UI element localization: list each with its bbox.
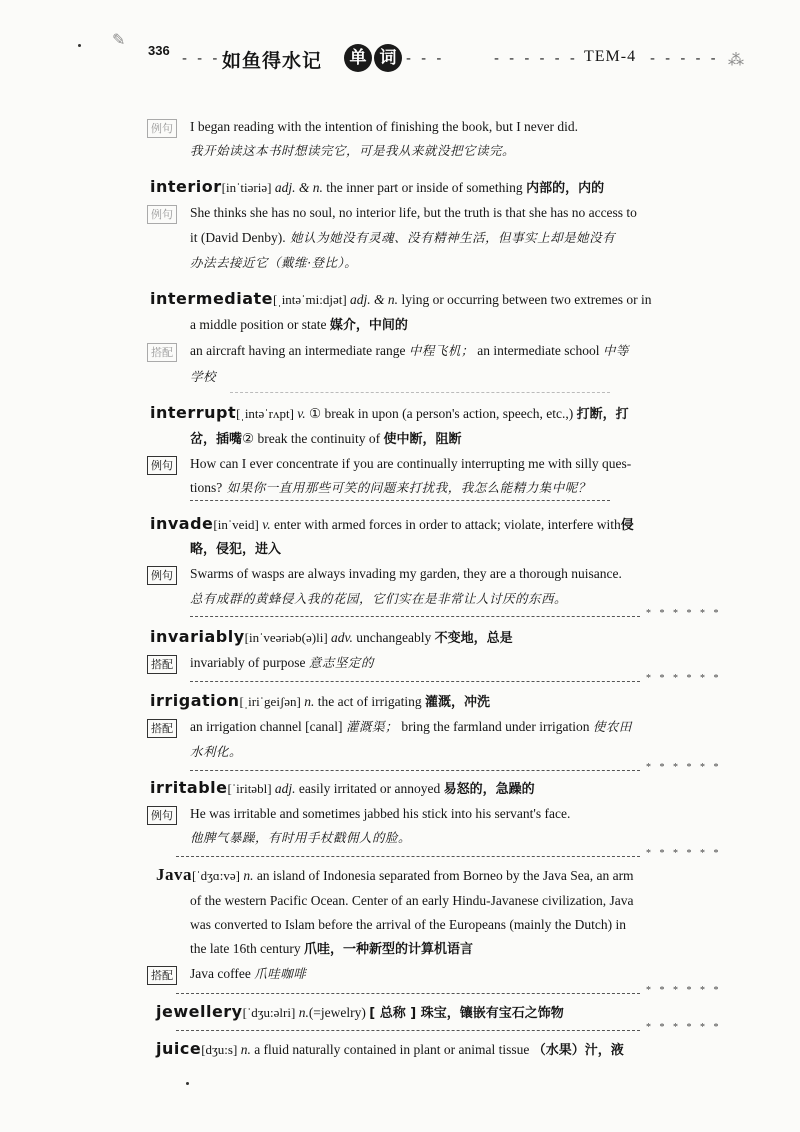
example-translation: 她认为她没有灵魂、没有精神生活，但事实上却是她没有 xyxy=(285,230,616,245)
collocation-tag: 搭配 xyxy=(147,966,177,985)
separator-stars: * * * * * * xyxy=(646,673,722,684)
pronunciation: [ˌiriˈgeiʃən] xyxy=(239,694,301,709)
example-translation: 如果你一直用那些可笑的问题来打扰我，我怎么能精力集中呢？ xyxy=(222,480,591,495)
entry-interrupt xyxy=(150,404,629,424)
scan-smudge-icon: ✎ xyxy=(112,32,126,49)
scan-smudge-icon-2: ⁂ xyxy=(728,52,744,69)
headword: irritable xyxy=(150,778,228,797)
scan-speck xyxy=(186,1082,189,1085)
exam-label: TEM-4 xyxy=(584,48,637,65)
example-translation-cont: 办法去接近它（戴维·登比）。 xyxy=(190,255,358,270)
definition-zh: 不变地，总是 xyxy=(434,631,513,646)
headword: intermediate xyxy=(150,289,274,308)
example-translation: 他脾气暴躁，有时用手杖戳佣人的脸。 xyxy=(190,830,412,845)
separator-stars: * * * * * * xyxy=(646,848,722,859)
collocation-tag: 搭配 xyxy=(147,655,177,674)
example-sentence: She thinks she has no soul, no interior life, but the truth is that she has no access to xyxy=(190,205,637,220)
entry-irritable xyxy=(150,779,535,799)
part-of-speech: adj. & n. xyxy=(350,292,399,307)
collocation-en: an intermediate school xyxy=(473,343,603,358)
series-badge-2: 词 xyxy=(374,44,402,72)
example-sentence: How can I ever concentrate if you are continually interrupting me with silly ques- xyxy=(190,456,632,471)
separator xyxy=(176,993,640,994)
example-tag: 例句 xyxy=(147,456,177,475)
definition: lying or occurring between two extremes or in xyxy=(398,292,652,307)
collocation-zh: 爪哇咖啡 xyxy=(254,966,307,981)
entry-java xyxy=(156,866,634,885)
part-of-speech: n. xyxy=(243,868,254,883)
part-of-speech: v. xyxy=(297,406,306,421)
definition: (=jewelry) xyxy=(308,1005,370,1020)
pronunciation: [dʒu:s] xyxy=(201,1042,238,1057)
definition-zh: [ 总称 ] 珠宝，镶嵌有宝石之饰物 xyxy=(369,1006,564,1021)
header-rule-mid-2: - - - - - - xyxy=(494,50,578,67)
separator-stars: * * * * * * xyxy=(646,608,722,619)
header-rule-left: - - - xyxy=(182,50,221,67)
entry-intermediate xyxy=(150,290,651,309)
page-number: 336 xyxy=(148,43,170,58)
definition-zh: 侵 xyxy=(620,518,634,533)
separator-stars: * * * * * * xyxy=(646,762,722,773)
pronunciation: [ˌintəˈmi:djət] xyxy=(273,292,347,307)
collocation-zh: 中等 xyxy=(602,343,629,358)
collocation-en: bring the farmland under irrigation xyxy=(397,719,593,734)
collocation-zh-cont: 学校 xyxy=(190,369,217,384)
separator xyxy=(190,770,640,771)
example-sentence: Swarms of wasps are always invading my garden, they are a thorough nuisance. xyxy=(190,566,622,581)
example-tag: 例句 xyxy=(147,806,177,825)
entry-interior xyxy=(150,178,604,198)
collocation-en: invariably of purpose xyxy=(190,655,309,670)
definition: the inner part or inside of something xyxy=(322,180,527,195)
pronunciation: [ˈiritəbl] xyxy=(227,781,272,796)
part-of-speech: n. xyxy=(240,1042,251,1057)
header-rule-mid: - - - xyxy=(406,50,445,67)
definition: ① break in upon (a person's action, speech, etc.,) xyxy=(305,406,577,421)
example-tag: 例句 xyxy=(147,119,177,138)
collocation-zh: 灌溉渠； xyxy=(345,719,398,734)
headword: irrigation xyxy=(150,691,240,710)
definition-zh: 岔，插嘴 xyxy=(190,432,243,447)
separator xyxy=(230,392,610,393)
collocation-zh: 中程飞机； xyxy=(408,343,474,358)
example-sentence: He was irritable and sometimes jabbed his stick into his servant's face. xyxy=(190,806,571,821)
collocation-tag: 搭配 xyxy=(147,343,177,362)
definition-cont xyxy=(190,940,473,959)
separator-stars: * * * * * * xyxy=(646,1022,722,1033)
definition-cont xyxy=(190,316,408,335)
example-tag: 例句 xyxy=(147,566,177,585)
entry-invade xyxy=(150,515,634,535)
definition-zh: 易怒的，急躁的 xyxy=(443,782,535,797)
collocation-en: an aircraft having an intermediate range xyxy=(190,343,409,358)
definition-cont: was converted to Islam before the arrival of the Europeans (mainly the Dutch) in xyxy=(190,917,626,932)
headword: jewellery xyxy=(156,1002,243,1021)
separator xyxy=(190,500,610,501)
entry-juice xyxy=(156,1040,624,1060)
collocation xyxy=(190,718,632,736)
series-title: 如鱼得水记 xyxy=(222,50,323,72)
separator xyxy=(190,681,640,682)
example-sentence: tions? xyxy=(190,480,223,495)
example-citation: it (David Denby). xyxy=(190,230,286,245)
definition-zh: 打断，打 xyxy=(576,407,629,422)
definition: enter with armed forces in order to attack; violate, interfere with xyxy=(270,517,621,532)
collocation-en: an irrigation channel [canal] xyxy=(190,719,346,734)
definition-zh: 内部的，内的 xyxy=(526,181,605,196)
entry-invariably xyxy=(150,628,513,648)
pronunciation: [ˌintəˈrʌpt] xyxy=(236,406,294,421)
separator xyxy=(190,616,640,617)
part-of-speech: adj. xyxy=(274,781,296,796)
part-of-speech: adv. xyxy=(331,630,353,645)
definition: the act of irrigating xyxy=(314,694,425,709)
part-of-speech: v. xyxy=(262,517,271,532)
example-sentence-cont xyxy=(190,479,591,497)
headword: invariably xyxy=(150,627,245,646)
entry-irrigation xyxy=(150,692,490,712)
entry-jewellery xyxy=(156,1003,564,1023)
example-translation: 总有成群的黄蜂侵入我的花园，它们实在是非常让人讨厌的东西。 xyxy=(190,591,568,606)
definition-zh: 灌溉，冲洗 xyxy=(424,695,490,710)
headword: Java xyxy=(156,865,192,884)
collocation-zh-cont: 水利化。 xyxy=(190,744,243,759)
pronunciation: [inˈtiəriə] xyxy=(221,180,272,195)
definition-cont xyxy=(190,430,461,449)
part-of-speech: adj. & n. xyxy=(274,180,323,195)
example-tag: 例句 xyxy=(147,205,177,224)
definition-zh: （水果）汁，液 xyxy=(532,1043,624,1058)
definition: a middle position or state xyxy=(190,317,330,332)
definition: easily irritated or annoyed xyxy=(295,781,444,796)
definition-zh: 爪哇，一种新型的计算机语言 xyxy=(303,942,473,957)
pronunciation: [inˈveid] xyxy=(213,517,259,532)
headword: invade xyxy=(150,514,214,533)
definition: unchangeably xyxy=(352,630,435,645)
collocation-zh: 意志坚定的 xyxy=(308,655,374,670)
separator xyxy=(176,1030,640,1031)
definition-cont: of the western Pacific Ocean. Center of an early Hindu-Javanese civilization, Java xyxy=(190,893,634,908)
example-sentence-cont xyxy=(190,229,615,247)
definition: a fluid naturally contained in plant or animal tissue xyxy=(250,1042,533,1057)
example-sentence: I began reading with the intention of finishing the book, but I never did. xyxy=(190,119,579,134)
page-header xyxy=(0,0,800,90)
pronunciation: [ˈdʒɑ:və] xyxy=(192,868,240,883)
collocation xyxy=(190,965,306,983)
pronunciation: [inˈveəriəb(ə)li] xyxy=(244,630,328,645)
definition: the late 16th century xyxy=(190,941,304,956)
header-rule-right: - - - - - xyxy=(650,50,719,67)
separator-stars: * * * * * * xyxy=(646,985,722,996)
headword: interrupt xyxy=(150,403,237,422)
definition: an island of Indonesia separated from Borneo by the Java Sea, an arm xyxy=(253,868,634,883)
part-of-speech: n. xyxy=(304,694,315,709)
scan-speck xyxy=(78,44,81,47)
definition: ② break the continuity of xyxy=(242,431,384,446)
collocation-tag: 搭配 xyxy=(147,719,177,738)
collocation-en: Java coffee xyxy=(190,966,255,981)
part-of-speech: n. xyxy=(298,1005,309,1020)
headword: interior xyxy=(150,177,222,196)
separator xyxy=(176,856,640,857)
definition-zh: 使中断，阻断 xyxy=(383,432,462,447)
definition-zh: 媒介，中间的 xyxy=(329,318,408,333)
collocation xyxy=(190,342,629,360)
headword: juice xyxy=(156,1039,202,1058)
series-badge-1: 单 xyxy=(344,44,372,72)
collocation xyxy=(190,654,374,672)
example-translation: 我开始读这本书时想读完它，可是我从来就没把它读完。 xyxy=(190,143,516,158)
definition-zh-cont: 略，侵犯，进入 xyxy=(190,542,282,557)
collocation-zh: 使农田 xyxy=(592,719,632,734)
pronunciation: [ˈdʒu:əlri] xyxy=(242,1005,296,1020)
